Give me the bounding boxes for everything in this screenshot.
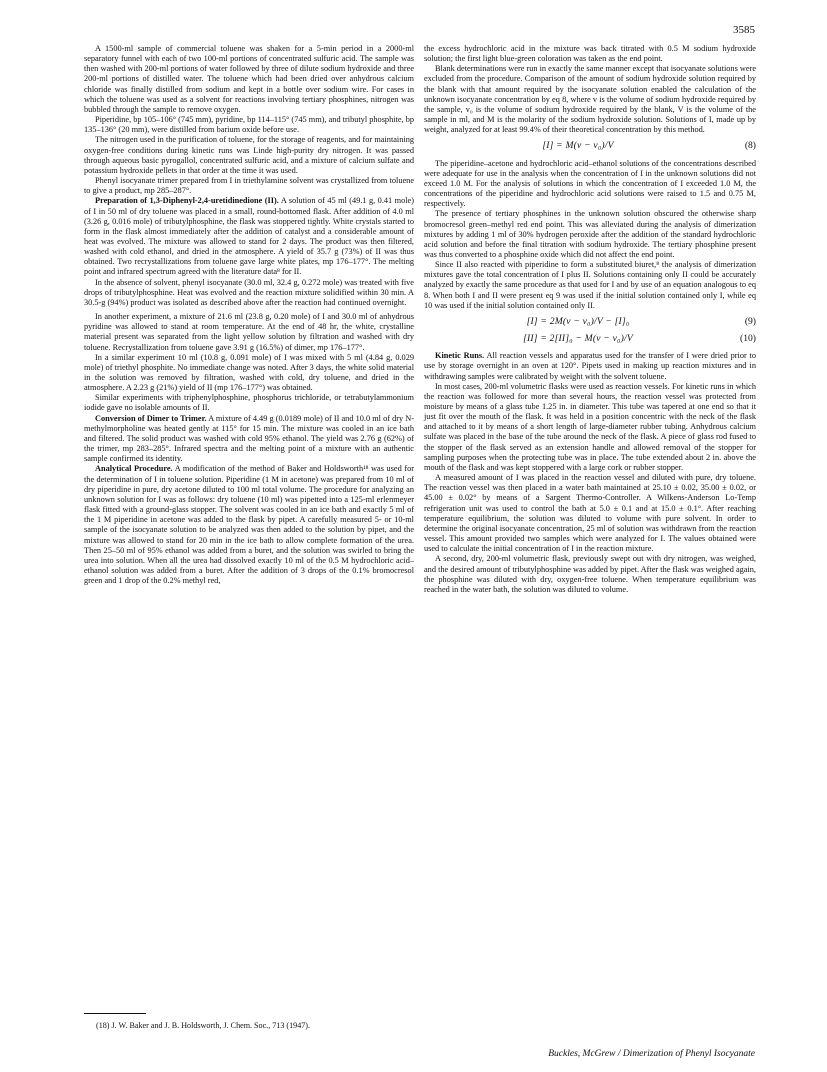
paragraph: Phenyl isocyanate trimer prepared from I in triethylamine solvent was crystallized from toluene to give a product, mp 285–287°. [84,176,414,196]
paragraph: In a similar experiment 10 ml (10.8 g, 0.091 mole) of I was mixed with 5 ml (4.84 g, 0.029 mole) of triethyl phosphite. No immediate change was noted. After 3 days, the white solid material in the solution was removed by filtration, washed with cold, dry toluene, and dried in the atmosphere. A 2.23 g (21%) yield of II (mp 176–177°) was obtained. [84,352,414,393]
footnote-rule [84,1013,146,1014]
paragraph-text: A mixture of 4.49 g (0.0189 mole) of II and 10.0 ml of dry N-methylmorpholine was heated gently at 115° for 15 min. The mixture was cooled in an ice bath and filtered. The solid product was washed with cold 95% ethanol. The yield was 2.76 g (62%) of the trimer, mp 283–285°. Infrared spectra and the melting point of a mixture with an authentic sample confirmed its identity. [84,413,415,464]
equation-8 [424,141,756,151]
paragraph: In another experiment, a mixture of 21.6 ml (23.8 g, 0.20 mole) of I and 30.0 ml of anhydrous pyridine was allowed to stand at room temperature. At the end of 48 hr, the white, crystalline material present was separated from the light yellow solution by filtration and washed with dry toluene. Recrystallization from toluene gave 3.91 g (16.5%) of dimer, mp 176–177°. [84,312,414,352]
paragraph: In the absence of solvent, phenyl isocyanate (30.0 ml, 32.4 g, 0.272 mole) was treated with five drops of tributylphosphine. Heat was evolved and the reaction mixture solidified within 30 min. A 30.5-g (94%) product was isolated as described above after the reaction had continued overnight. [84,277,414,307]
running-footer: Buckles, McGrew / Dimerization of Phenyl Isocyanate [548,1049,755,1059]
paragraph: The nitrogen used in the purification of toluene, for the storage of reagents, and for maintaining oxygen-free conditions during kinetic runs was Linde high-purity dry nitrogen. It was passed through aqueous basic pyrogallol, concentrated sulfuric acid, and a mixture of calcium sulfate and potassium hydroxide pellets in that order at the time it was used. [84,135,414,175]
right-column [424,44,756,595]
paragraph: A 1500-ml sample of commercial toluene was shaken for a 5-min period in a 2000-ml separatory funnel with each of two 100-ml portions of concentrated sulfuric acid. The sample was then washed with 200-ml portions of water followed by three of dilute sodium hydroxide and three 200-ml portions of distilled water. The toluene which had been dried over anhydrous calcium chloride was finally distilled from sodium and kept in a bottle over sodium wire. For cases in which the toluene was used as a solvent for reactions involving tertiary phosphines, nitrogen was bubbled through the sample to remove oxygen. [84,44,414,114]
paragraph [84,196,414,277]
section-heading: Kinetic Runs. [435,351,485,361]
equation-number: (8) [744,140,756,152]
footnote: (18) J. W. Baker and J. B. Holdsworth, J. Chem. Soc., 713 (1947). [96,1021,311,1030]
equation-10 [424,334,756,344]
paragraph-text: All reaction vessels and apparatus used for the transfer of I were dried prior to use by storage overnight in an oven at 120°. Pipets used in making up reaction mixtures and in withdrawing samples were calibrated by weight with the solvent toluene. [424,351,756,381]
section-heading: Analytical Procedure. [95,464,173,474]
paragraph: Blank determinations were run in exactly the same manner except that isocyanate solutions were excluded from the procedure. Comparison of the amount of sodium hydroxide solution required by the blank with that amount required by the isocyanate solution enabled the calculation of the unknown isocyanate concentration by eq 8, where v is the volume of sodium hydroxide required by the sample, v₀ is the volume of sodium hydroxide required by the blank, V is the volume of the sample in ml, and M is the molarity of the sodium hydroxide solution. Solutions of I, made up by weight, analyzed for at least 99.4% of their theoretical concentration by this method. [424,64,756,135]
left-column [84,44,414,586]
paragraph: A second, dry, 200-ml volumetric flask, previously swept out with dry nitrogen, was weighed, and the desired amount of tributylphosphine was added by pipet. After the flask was weighed again, the phosphine was diluted with dry, oxygen-free toluene. When temperature equilibrium was reached in the water bath, the solution was diluted to volume. [424,554,756,594]
page-number: 3585 [733,24,755,36]
paragraph [84,464,414,586]
paragraph: The piperidine–acetone and hydrochloric acid–ethanol solutions of the concentrations described were adequate for use in the analysis when the concentration of I in the unknown solutions did not exceed 1.0 M. For the analysis of solutions in which the concentration of I exceeded 1.0 M, the concentrations of the piperidine and hydrochloric acid solutions were raised to 1.5 and 0.75 M, respectively. [424,158,756,209]
paragraph: the excess hydrochloric acid in the mixture was back titrated with 0.5 M sodium hydroxide solution; the first light blue-green coloration was taken as the end point. [424,44,756,64]
paragraph-text: A modification of the method of Baker and Holdsworth¹⁸ was used for the determination of I in toluene solution. Piperidine (1 M in acetone) was prepared from 10 ml of dry piperidine in pure, dry acetone diluted to 100 ml total volume. The procedure for analyzing an unknown solution for I was as follows: dry toluene (10 ml) was pipetted into a 125-ml erlenmeyer flask fitted with a ground-glass stopper. The solvent was cooled in an ice bath and exactly 5 ml of the 1 M piperidine in acetone was added to the flask by pipet. A carefully measured 5- or 10-ml sample of the isocyanate solution to be analyzed was then added to the solution by pipet, and the mixture was allowed to stand for 20 min in the ice bath to allow complete formation of the urea. Then 25–50 ml of 95% ethanol was added from a buret, and the solution was swirled to bring the urea into solution. When all the urea had dissolved exactly 10 ml of the 0.5 M hydrochloric acid–ethanol solution was added from a buret. After the addition of 3 drops of the 0.1% bromocresol green and 1 drop of the 0.2% methyl red, [84,464,414,586]
equation-number: (9) [744,315,756,327]
paragraph: Similar experiments with triphenylphosphine, phosphorus trichloride, or tetrabutylammonium iodide gave no isolable amounts of II. [84,393,414,413]
equation-body: [II] = 2[II]₀ − M(v − v₀)/V [523,333,633,345]
equation-number: (10) [740,333,756,345]
paragraph [84,414,414,465]
equation-9 [424,317,756,327]
paragraph: The presence of tertiary phosphines in the unknown solution obscured the otherwise sharp bromocresol green–methyl red end point. This was alleviated during the analysis of dimerization mixtures by adding 1 ml of 30% hydrogen peroxide after the addition of the standard hydrochloric acid solution and before the final titration with sodium hydroxide. The tertiary phosphine present was thus converted to a phosphine oxide which did not affect the end point. [424,209,756,259]
paragraph: A measured amount of I was placed in the reaction vessel and diluted with pure, dry toluene. The reaction vessel was then placed in a water bath maintained at 25.10 ± 0.02, 35.00 ± 0.02, or 45.00 ± 0.02° by means of a Sargent Thermo-Controller. A Wilkens-Anderson Lo-Temp refrigeration unit was used to control the bath at 5.0 ± 0.1 and at 15.0 ± 0.1°. After reaching temperature equilibrium, the solution was diluted to volume with pure solvent. In order to determine the original isocyanate concentration, 25 ml of solution was withdrawn from the reaction vessel. This amount provided two samples which were analyzed for I. The values obtained were used to calculate the initial concentration of I in the reaction mixture. [424,473,756,554]
paragraph: Piperidine, bp 105–106° (745 mm), pyridine, bp 114–115° (745 mm), and tributyl phosphite, bp 135–136° (20 mm), were distilled from barium oxide before use. [84,115,414,135]
paragraph-text: A solution of 45 ml (49.1 g, 0.41 mole) of I in 50 ml of dry toluene was placed in a small, round-bottomed flask. After addition of 4.0 ml (3.26 g, 0.016 mole) of tributylphosphine, the flask was stoppered tightly. White crystals started to form in the flask almost immediately after the addition of catalyst and a considerable amount of heat was evolved. The mixture was allowed to stand for 2 days. The product was then filtered, washed with cold ethanol, and dried in the atmosphere. A yield of 35.7 g (73%) of II was thus obtained. Two recrystallizations from toluene gave large white plates, mp 176–177°. The melting point and infrared spectrum agreed with the literature data⁸ for II. [84,196,415,277]
equation-body: [I] = M(v − v₀)/V [542,140,614,152]
section-heading: Preparation of 1,3-Diphenyl-2,4-uretidinedione (II). [95,196,279,206]
paragraph: In most cases, 200-ml volumetric flasks were used as reaction vessels. For kinetic runs in which the reaction was followed for more than several hours, the reaction vessel was protected from moisture by means of a glass tube 1.25 in. in diameter. This tube was tapered at one end so that it just fit over the mouth of the flask. It was held in a position concentric with the neck of the flask and attached to it by means of a short length of large-diameter rubber tubing. Anhydrous calcium sulfate was placed in the base of the tube around the neck of the flask. A piece of glass rod fused to the stopper of the flask served as an extension handle and allowed removal of the stopper for sampling purposes when the protecting tube was in place. The tube extended about 2 in. above the mouth of the flask and was kept stoppered with a large cork or rubber stopper. [424,381,756,472]
paragraph [424,351,756,381]
section-heading: Conversion of Dimer to Trimer. [95,413,207,423]
equation-body: [I] = 2M(v − v₀)/V − [I]₀ [526,315,630,327]
paragraph: Since II also reacted with piperidine to form a substituted biuret,⁸ the analysis of dimerization mixtures gave the total concentration of I plus II. Solutions containing only II could be accurately analyzed by exactly the same procedure as that used for I and by use of an equation analogous to eq 8. When both I and II were present eq 9 was used if the initial solution contained only I, while eq 10 was used if the initial solution contained only II. [424,260,756,310]
